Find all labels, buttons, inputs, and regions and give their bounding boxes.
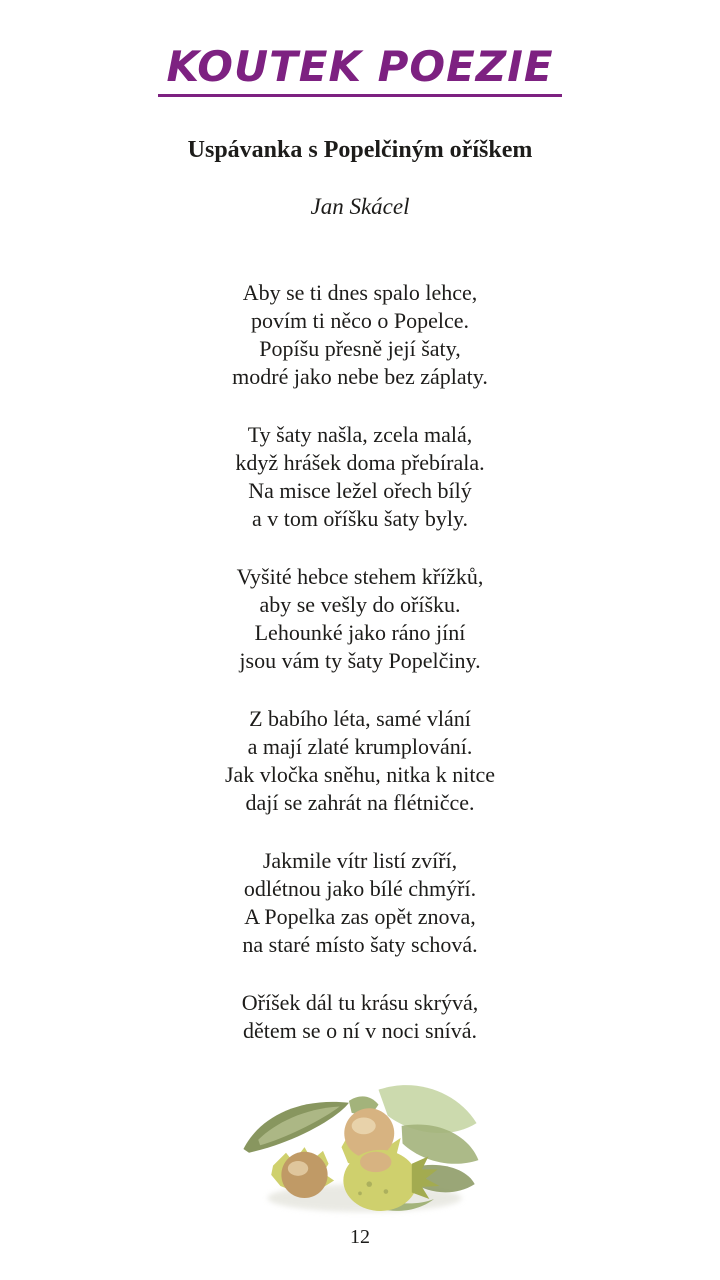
poem-line: aby se vešly do oříšku. <box>259 591 461 617</box>
stanza <box>0 705 720 817</box>
husk-speckle <box>384 1189 389 1194</box>
poem-line: Ty šaty našla, zcela malá, <box>247 421 473 447</box>
stanza <box>0 989 720 1045</box>
poem-line: Jak vločka sněhu, nitka k nitce <box>224 761 496 787</box>
poem-line: Oříšek dál tu krásu skrývá, <box>241 989 479 1015</box>
husk-speckle <box>358 1191 362 1195</box>
stanza <box>0 847 720 959</box>
poem-line: na staré místo šaty schová. <box>242 931 478 957</box>
poem-line: jsou vám ty šaty Popelčiny. <box>239 647 481 673</box>
nut-center-peek <box>360 1152 391 1172</box>
poem-title: Uspávanka s Popelčiným oříškem <box>187 136 533 163</box>
poem-line: dětem se o ní v noci snívá. <box>242 1017 477 1043</box>
husk-speckle <box>366 1181 372 1187</box>
poem-line: A Popelka zas opět znova, <box>244 903 476 929</box>
poem-line: Na misce ležel ořech bílý <box>248 477 472 503</box>
nut-left <box>281 1152 327 1198</box>
poem-line: a v tom oříšku šaty byly. <box>251 505 469 531</box>
poem-line: povím ti něco o Popelce. <box>250 307 470 333</box>
poem-line: když hrášek doma přebírala. <box>235 449 485 475</box>
page-title: KOUTEK POEZIE <box>166 42 554 91</box>
poem-line: Lehounké jako ráno jíní <box>254 619 466 645</box>
stanza <box>0 279 720 391</box>
poem-line: modré jako nebe bez záplaty. <box>232 363 488 389</box>
hazelnuts-photo-svg <box>220 1075 500 1223</box>
page-number: 12 <box>350 1225 370 1248</box>
poem-line: dají se zahrát na flétničce. <box>245 789 475 815</box>
poem-line: a mají zlaté krumplování. <box>247 733 473 759</box>
poem-line: odlétnou jako bílé chmýří. <box>243 875 477 901</box>
page-title-underline <box>158 42 561 97</box>
stanza <box>0 421 720 533</box>
leaf-right-mid <box>402 1124 479 1163</box>
poem-line: Jakmile vítr listí zvíří, <box>262 847 458 873</box>
poem-line: Aby se ti dnes spalo lehce, <box>242 279 478 305</box>
stanza <box>0 563 720 675</box>
poem <box>0 279 720 1045</box>
poem-line: Vyšité hebce stehem křížků, <box>236 563 484 589</box>
poem-line: Popíšu přesně její šaty, <box>259 335 461 361</box>
nut-left-highlight <box>288 1161 308 1176</box>
nut-top-highlight <box>352 1117 376 1134</box>
hazelnuts-photo <box>0 1075 720 1223</box>
poem-line: Z babího léta, samé vlání <box>249 705 471 731</box>
poem-author: Jan Skácel <box>310 193 410 219</box>
